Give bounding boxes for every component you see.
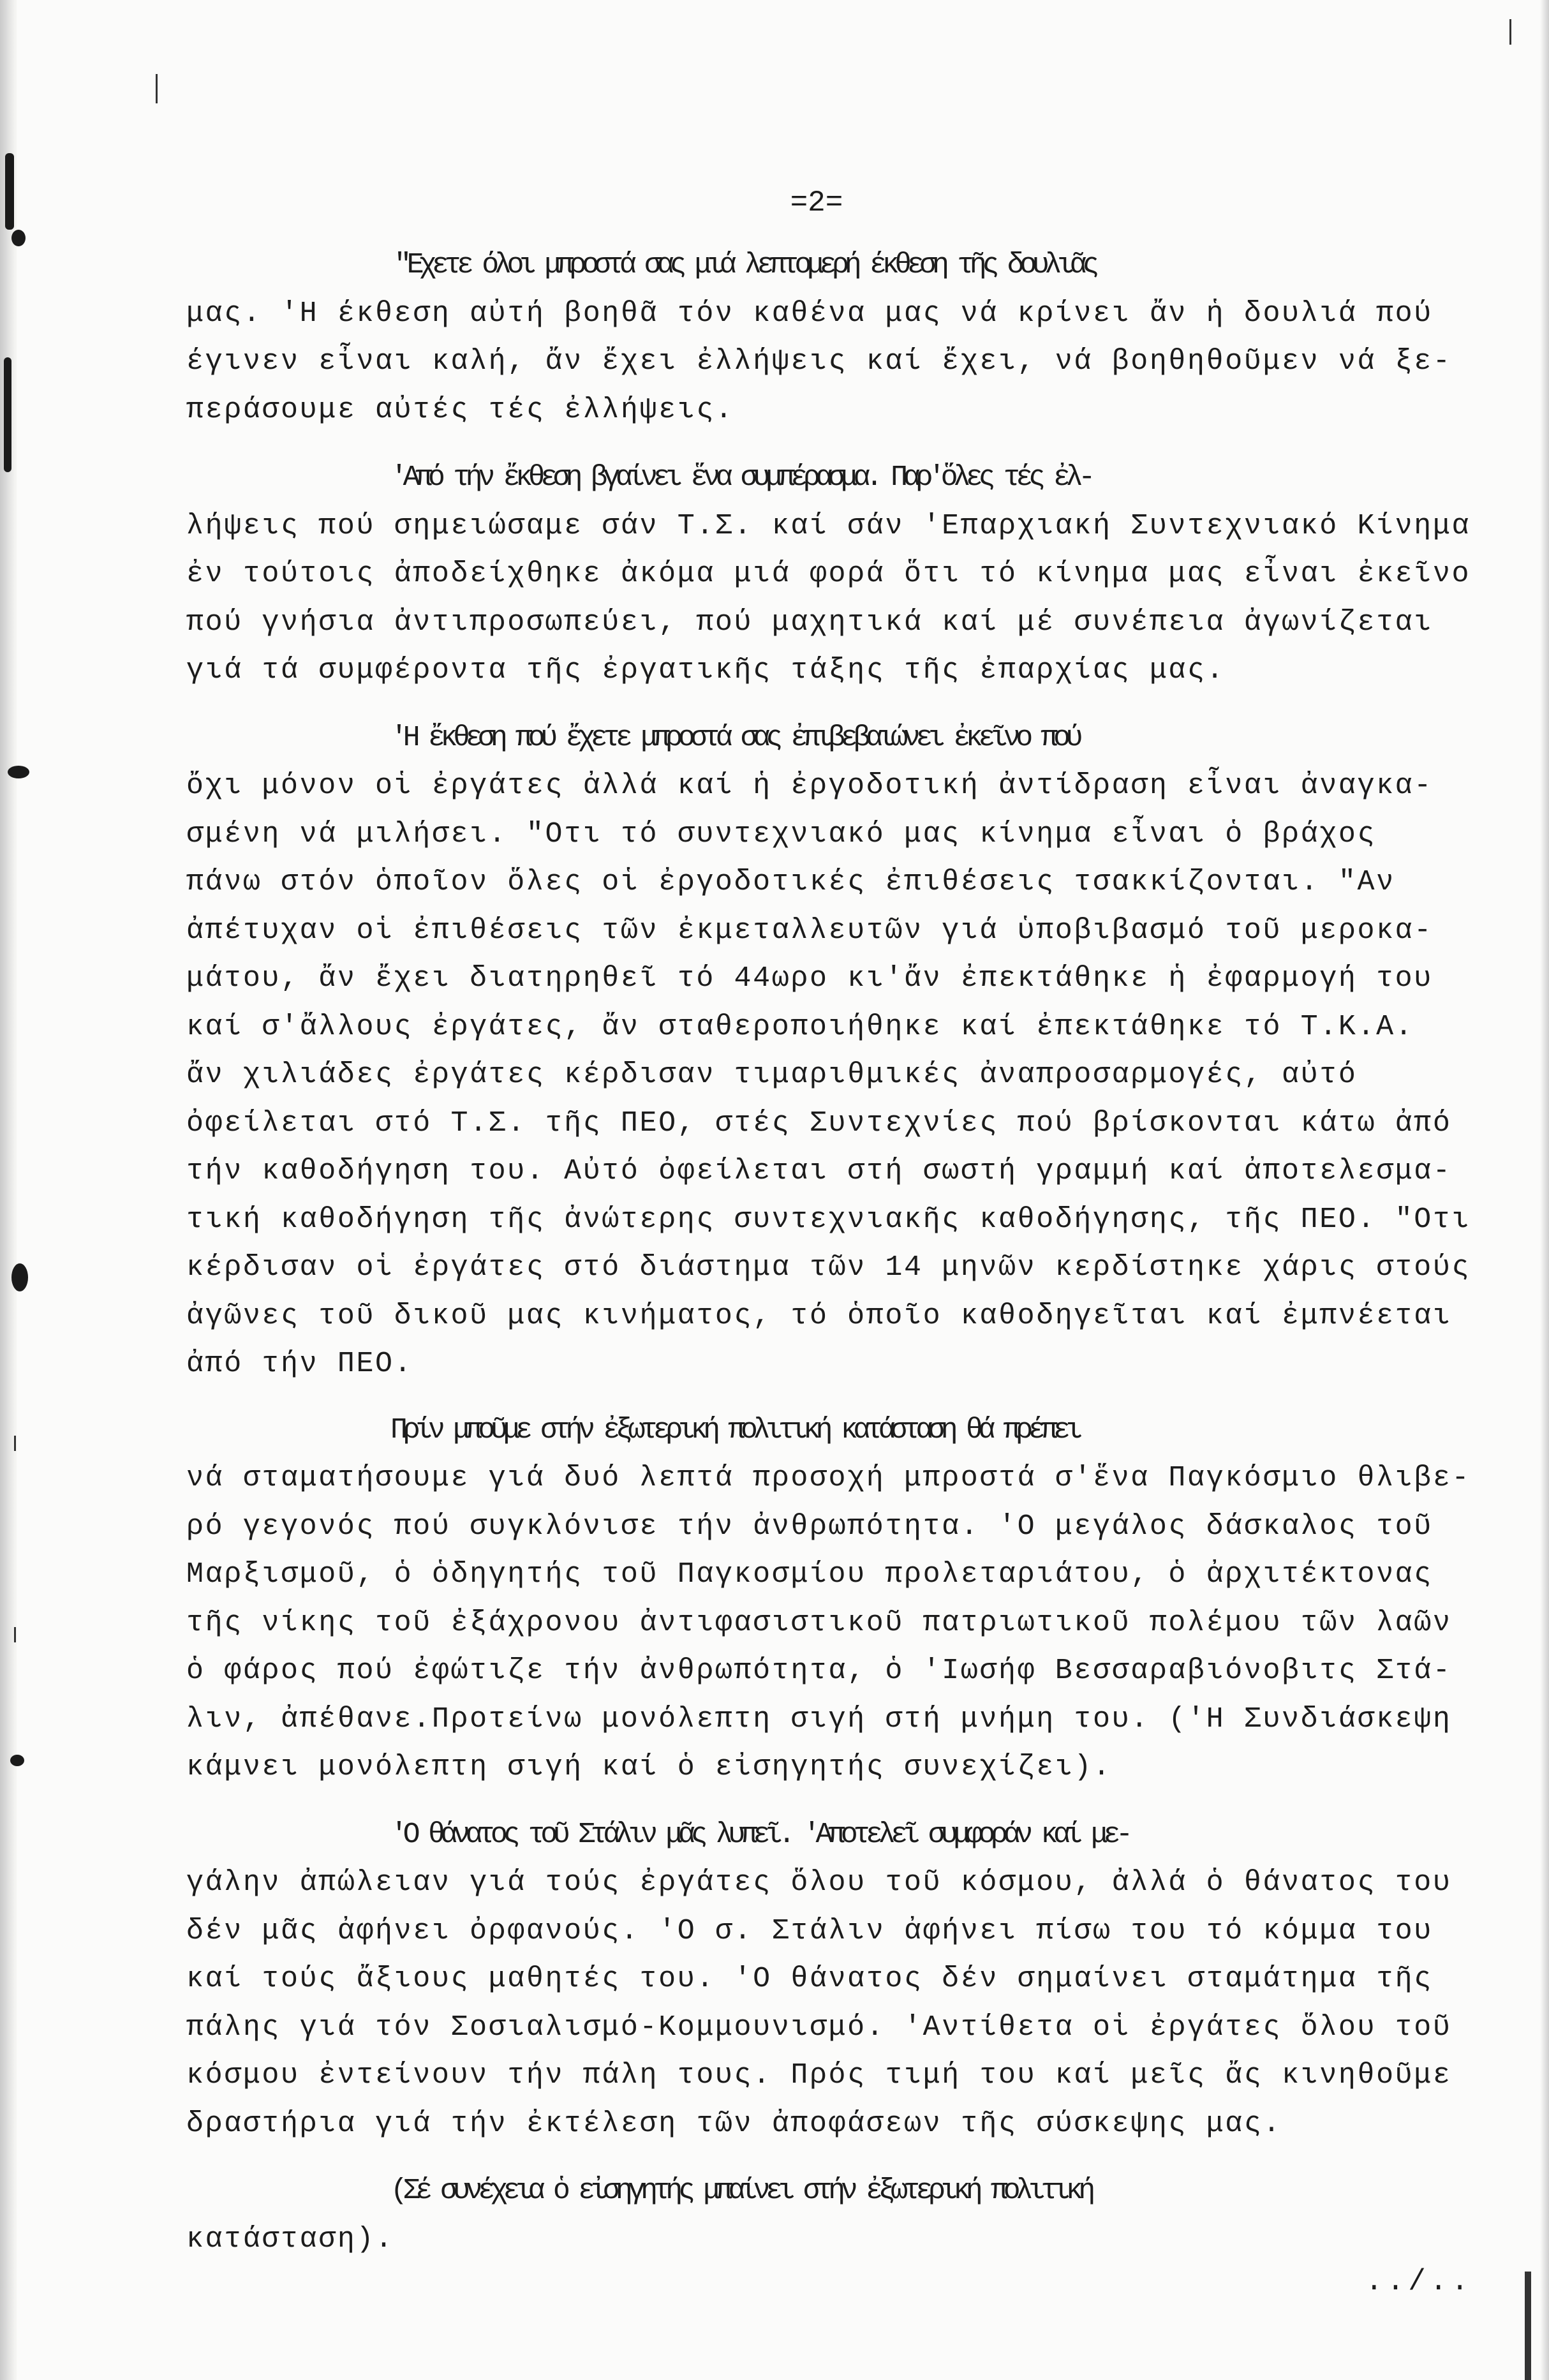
- paragraph: [186, 1406, 1501, 1792]
- text-line: πού γνήσια ἀντιπροσωπεύει, πού μαχητικά καί μέ συνέπεια ἀγωνίζεται: [186, 606, 1433, 639]
- paragraph: [186, 714, 1501, 1388]
- continuation-mark: ../..: [1365, 2265, 1473, 2298]
- text-line: περάσουμε αὐτές τές ἐλλήψεις.: [186, 393, 734, 426]
- text-line: (Σέ συνέχεια ὁ εἰσηγητής μπαίνει στήν ἐξωτερική πολιτική: [390, 2175, 1091, 2207]
- text-line: "Εχετε όλοι μπροστά σας μιά λεπτομερή έκθεση τῆς δουλιᾶς: [394, 249, 1095, 281]
- paragraph: [186, 454, 1501, 695]
- scan-mark: [11, 230, 26, 246]
- text-line: ρό γεγονός πού συγκλόνισε τήν ἀνθρωπότητα. 'Ο μεγάλος δάσκαλος τοῦ: [186, 1510, 1433, 1543]
- page-number: =2=: [790, 186, 843, 219]
- scan-mark: [14, 1627, 16, 1642]
- text-line: ἐν τούτοις ἀποδείχθηκε ἀκόμα μιά φορά ὅτι τό κίνημα μας εἶναι ἐκεῖνο: [186, 558, 1471, 590]
- text-line: τική καθοδήγηση τῆς ἀνώτερης συντεχνιακῆς καθοδήγησης, τῆς ΠΕΟ. "Οτι: [186, 1203, 1471, 1236]
- text-line: δραστήρια γιά τήν ἐκτέλεση τῶν ἀποφάσεων τῆς σύσκεψης μας.: [186, 2107, 1282, 2140]
- text-line: κέρδισαν οἱ ἐργάτες στό διάστημα τῶν 14 μηνῶν κερδίστηκε χάρις στούς: [186, 1251, 1471, 1284]
- text-line: λήψεις πού σημειώσαμε σάν Τ.Σ. καί σάν 'Επαρχιακή Συντεχνιακό Κίνημα: [186, 509, 1471, 542]
- text-line: καί τούς ἄξιους μαθητές του. 'Ο θάνατος δέν σημαίνει σταμάτημα τῆς: [186, 1963, 1433, 1995]
- text-line: ἀπό τήν ΠΕΟ.: [186, 1348, 413, 1380]
- text-line: 'Ο θάνατος τοῦ Στάλιν μᾶς λυπεῖ. 'Αποτελεῖ συμφοράν καί με-: [390, 1818, 1129, 1851]
- scan-mark: [156, 74, 158, 103]
- text-line: Μαρξισμοῦ, ὁ ὁδηγητής τοῦ Παγκοσμίου προλεταριάτου, ὁ ἀρχιτέκτονας: [186, 1558, 1433, 1591]
- text-line: δέν μᾶς ἀφήνει ὀρφανούς. 'Ο σ. Στάλιν ἀφήνει πίσω του τό κόμμα του: [186, 1914, 1433, 1947]
- text-line: κατάσταση).: [186, 2222, 394, 2256]
- text-line: τήν καθοδήγηση του. Αὐτό ὀφείλεται στή σωστή γραμμή καί ἀποτελεσμα-: [186, 1155, 1452, 1187]
- scan-mark: [1525, 2272, 1531, 2380]
- text-line: ὁ φάρος πού ἐφώτιζε τήν ἀνθρωπότητα, ὁ 'Ιωσήφ Βεσσαραβιόνοβιτς Στά-: [186, 1655, 1452, 1687]
- text-line: ὀφείλεται στό Τ.Σ. τῆς ΠΕΟ, στές Συντεχνίες πού βρίσκονται κάτω ἀπό: [186, 1106, 1452, 1140]
- text-line: πάνω στόν ὁποῖον ὅλες οἱ ἐργοδοτικές ἐπιθέσεις τσακκίζονται. "Αν: [186, 866, 1395, 898]
- page-edge-right: [1540, 0, 1549, 2380]
- text-line: γάλην ἀπώλειαν γιά τούς ἐργάτες ὅλου τοῦ κόσμου, ἀλλά ὁ θάνατος του: [186, 1866, 1452, 1899]
- paragraph: [186, 2167, 1501, 2263]
- text-line: κάμνει μονόλεπτη σιγή καί ὁ εἰσηγητής συνεχίζει).: [186, 1751, 1112, 1783]
- scan-mark: [10, 1755, 24, 1766]
- text-line: γιά τά συμφέροντα τῆς ἐργατικῆς τάξης τῆς ἐπαρχίας μας.: [186, 654, 1226, 687]
- text-line: πάλης γιά τόν Σοσιαλισμό-Κομμουνισμό. 'Αντίθετα οἱ ἐργάτες ὅλου τοῦ: [186, 2011, 1452, 2044]
- text-line: τῆς νίκης τοῦ ἐξάχρονου ἀντιφασιστικοῦ πατριωτικοῦ πολέμου τῶν λαῶν: [186, 1606, 1452, 1639]
- scan-mark: [5, 153, 14, 230]
- text-line: νά σταματήσουμε γιά δυό λεπτά προσοχή μπροστά σ'ἕνα Παγκόσμιο θλιβε-: [186, 1462, 1471, 1494]
- text-line: σμένη νά μιλήσει. "Οτι τό συντεχνιακό μας κίνημα εἶναι ὁ βράχος: [186, 817, 1377, 851]
- text-line: μας. 'Η έκθεση αὐτή βοηθᾶ τόν καθένα μας νά κρίνει ἄν ἡ δουλιά πού: [186, 297, 1433, 330]
- scan-mark: [11, 1263, 28, 1291]
- text-line: μάτου, ἄν ἔχει διατηρηθεῖ τό 44ωρο κι'ἄν ἐπεκτάθηκε ἡ ἐφαρμογή του: [186, 962, 1433, 995]
- scan-mark: [14, 1436, 16, 1451]
- scan-mark: [1509, 19, 1511, 45]
- paragraph: [186, 241, 1501, 434]
- text-line: 'Από τήν ἔκθεση βγαίνει ἕνα συμπέρασμα. Παρ'ὅλες τές ἐλ-: [390, 461, 1091, 494]
- text-line: ἀγῶνες τοῦ δικοῦ μας κινήματος, τό ὁποῖο καθοδηγεῖται καί ἐμπνέεται: [186, 1299, 1452, 1332]
- text-line: λιν, ἀπέθανε.Προτείνω μονόλεπτη σιγή στή μνήμη του. ('Η Συνδιάσκεψη: [186, 1702, 1452, 1736]
- text-line: 'Η ἔκθεση πού ἔχετε μπροστά σας ἐπιβεβαιώνει ἐκεῖνο πού: [390, 721, 1079, 754]
- text-line: ὄχι μόνον οἱ ἐργάτες ἀλλά καί ἡ ἐργοδοτική ἀντίδραση εἶναι ἀναγκα-: [186, 770, 1433, 802]
- text-line: ἄν χιλιάδες ἐργάτες κέρδισαν τιμαριθμικές ἀναπροσαρμογές, αὐτό: [186, 1059, 1358, 1091]
- scan-mark: [8, 766, 29, 778]
- text-line: Πρίν μποῦμε στήν ἐξωτερική πολιτική κατάσταση θά πρέπει: [390, 1413, 1079, 1447]
- body-text: [186, 241, 1501, 2263]
- paragraph: [186, 1811, 1501, 2148]
- text-line: καί σ'ἄλλους ἐργάτες, ἄν σταθεροποιήθηκε καί ἐπεκτάθηκε τό Τ.Κ.Α.: [186, 1010, 1414, 1043]
- scan-mark: [4, 357, 11, 472]
- text-line: ἀπέτυχαν οἱ ἐπιθέσεις τῶν ἐκμεταλλευτῶν γιά ὑποβιβασμό τοῦ μεροκα-: [186, 914, 1433, 947]
- text-line: έγινεν εἶναι καλή, ἄν ἔχει ἐλλήψεις καί ἔχει, νά βοηθηθοῦμεν νά ξε-: [186, 345, 1452, 378]
- text-line: κόσμου ἐντείνουν τήν πάλη τους. Πρός τιμή του καί μεῖς ἄς κινηθοῦμε: [186, 2059, 1452, 2092]
